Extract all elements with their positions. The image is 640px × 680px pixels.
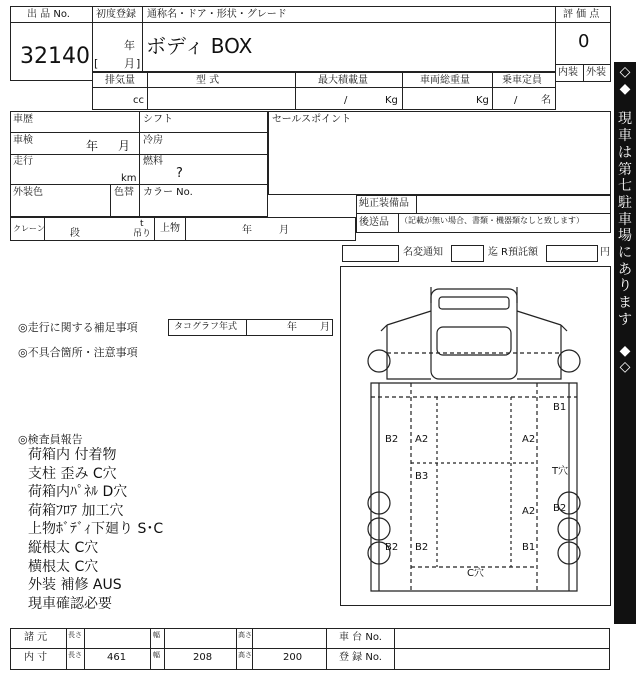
banner-char: ◇ [619, 64, 631, 80]
banner-char: す [618, 311, 632, 328]
inner-length: 461 [107, 652, 127, 663]
damage-label: A2 [522, 506, 536, 517]
max-load-label: 最大積載量 [318, 75, 368, 86]
crane-stage: 段 [70, 228, 80, 239]
mileage-unit: km [121, 173, 137, 184]
score-label: 評 価 点 [563, 9, 600, 20]
damage-label: B2 [553, 503, 567, 514]
inspection-label: 車検 [13, 135, 33, 146]
inner-height: 200 [283, 652, 303, 663]
report-line: 荷箱内ﾊﾟﾈﾙ D穴 [28, 484, 128, 501]
yen-unit: 円 [600, 247, 610, 258]
sales-point-label: セールスポイント [272, 114, 352, 125]
r-deposit-label: R預託額 [501, 247, 538, 258]
damage-label: B2 [385, 434, 399, 445]
crane-ton-bottom: 吊り [133, 229, 152, 239]
genuine-equipment-label: 純正装備品 [359, 198, 409, 209]
history-label: 車歴 [13, 114, 33, 125]
name-change-label: 名変通知 [403, 247, 443, 258]
inspector-heading: ◎検査員報告 [18, 433, 83, 446]
banner-char: ◇ [619, 359, 631, 376]
exterior-label: 外装 [586, 67, 606, 78]
max-load-unit: Kg [385, 95, 398, 106]
body-color-label: 外装色 [13, 187, 43, 198]
report-line: 荷箱ﾌﾛｱ 加工穴 [28, 502, 124, 519]
color-no-label: カラー No. [143, 187, 193, 198]
name-label: 通称名・ドア・形状・グレード [147, 9, 287, 20]
carry-month: 月 [279, 225, 289, 236]
capacity-slash: / [514, 95, 518, 106]
report-line: 支柱 歪み C穴 [28, 465, 117, 482]
lot-label: 出 品 No. [27, 9, 70, 20]
vehicle-name: ボディ BOX [146, 34, 253, 58]
damage-label: T穴 [552, 466, 569, 477]
interior-label: 内装 [558, 67, 578, 78]
banner-char: 第 [618, 161, 632, 178]
fuel-label: 燃料 [143, 156, 163, 167]
inspector-report [28, 446, 163, 613]
tacho-month: 月 [320, 322, 330, 333]
banner-char: 七 [618, 178, 632, 195]
banner-char: 車 [618, 211, 632, 228]
report-line: 荷箱内 付着物 [28, 447, 117, 463]
shift-label: シフト [143, 114, 173, 125]
fuel-value: ? [176, 166, 183, 181]
damage-label: A2 [522, 434, 536, 445]
tachograph-label: タコグラフ年式 [174, 322, 238, 332]
damage-label: C穴 [467, 568, 484, 579]
damage-label: A2 [415, 434, 429, 445]
inner-label: 内 寸 [24, 652, 48, 663]
bracket-open: [ [94, 57, 99, 70]
banner-char: ま [618, 295, 632, 312]
height-label: 高さ [238, 631, 252, 639]
banner-char: 場 [618, 228, 632, 245]
banner-char: 現 [618, 111, 632, 128]
shipping-label: 後送品 [359, 217, 389, 228]
report-line: 縦根太 C穴 [28, 539, 99, 556]
gross-weight-label: 車両総重量 [420, 75, 470, 86]
displacement-label: 排気量 [105, 75, 135, 86]
driving-heading: ◎走行に関する補足事項 [18, 321, 138, 334]
lot-number: 32140 [20, 44, 90, 69]
specs-label: 諸 元 [24, 632, 48, 643]
damage-label: B2 [415, 542, 429, 553]
until-label: 迄 [488, 247, 498, 258]
banner-char: 駐 [618, 194, 632, 211]
bracket-close: ] [136, 57, 141, 70]
score-value: 0 [578, 31, 590, 52]
crane-ton-top: t [140, 219, 144, 229]
banner-char: ◆ [619, 80, 631, 97]
first-reg-year-unit: 年 [124, 39, 135, 52]
report-line: 横根太 C穴 [28, 558, 99, 575]
width-label: 幅 [153, 651, 160, 659]
length-label: 長さ [68, 651, 82, 659]
displacement-unit: cc [133, 95, 144, 106]
first-reg-label: 初度登録 [96, 9, 136, 20]
tacho-year: 年 [287, 322, 297, 333]
width-label: 幅 [153, 631, 160, 639]
defects-heading: ◎不具合箇所・注意事項 [18, 346, 138, 359]
first-reg-month-unit: 月 [124, 57, 135, 70]
report-line: 現車確認必要 [28, 595, 112, 612]
mileage-label: 走行 [13, 156, 33, 167]
carry-label: 上物 [160, 223, 180, 234]
report-line: 外装 補修 AUS [28, 577, 122, 594]
damage-label: B1 [522, 542, 536, 553]
banner-char: は [618, 144, 632, 161]
chassis-label: 車 台 No. [339, 632, 382, 643]
model-label: 型 式 [196, 75, 220, 86]
registration-label: 登 録 No. [339, 652, 382, 663]
inspection-month: 月 [118, 139, 131, 153]
inspection-year: 年 [86, 139, 99, 153]
shipping-note: （記載が無い場合、書類・機器類なしと致します） [400, 216, 584, 225]
damage-label: B1 [553, 402, 567, 413]
gross-weight-unit: Kg [476, 95, 489, 106]
color-replaced-label: 色替 [114, 187, 134, 198]
report-line: 上物ﾎﾞﾃﾞｨ下廻り S･C [28, 521, 164, 538]
length-label: 長さ [68, 631, 82, 639]
capacity-label: 乗車定員 [502, 75, 542, 86]
carry-year: 年 [242, 225, 252, 236]
banner-char: 車 [618, 128, 632, 145]
truck-outline-icon [341, 267, 610, 605]
banner-char: ◆ [619, 342, 631, 359]
damage-diagram [340, 266, 611, 606]
banner-char: あ [618, 261, 632, 278]
damage-label: B2 [385, 542, 399, 553]
location-banner [614, 62, 636, 624]
capacity-unit: 名 [541, 95, 551, 106]
max-load-slash: / [344, 95, 348, 106]
inner-width: 208 [193, 652, 213, 663]
banner-char: に [618, 245, 632, 262]
banner-char: り [618, 278, 632, 295]
height-label: 高さ [238, 651, 252, 659]
crane-label: クレーン [13, 224, 45, 233]
ac-label: 冷房 [143, 135, 163, 146]
damage-label: B3 [415, 471, 429, 482]
